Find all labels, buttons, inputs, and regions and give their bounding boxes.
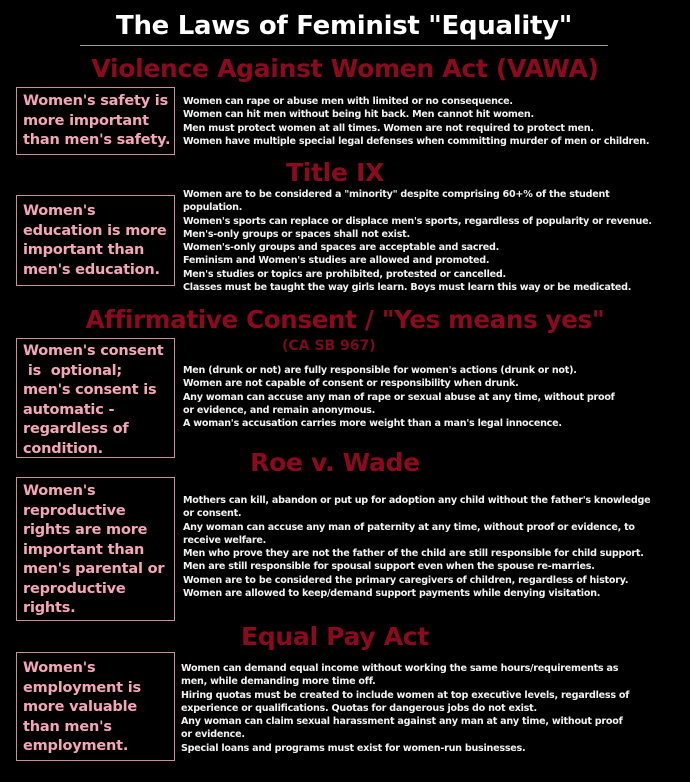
- list-item: Any woman can claim sexual harassment against any man at any time, without proof: [181, 716, 623, 728]
- list-item: Men's studies or topics are prohibited, protested or cancelled.: [183, 268, 506, 280]
- title-underline: [80, 45, 608, 46]
- section-subheading-ca-sb-967: (CA SB 967): [282, 338, 376, 354]
- claim-line: than men's: [23, 718, 112, 735]
- law-list-equal-pay-act: [181, 662, 629, 755]
- claim-line: more important: [23, 112, 149, 129]
- claim-line: condition.: [23, 440, 103, 457]
- list-item: Any woman can accuse any man of rape or sexual abuse at any time, without proof: [183, 391, 615, 403]
- list-item: Men (drunk or not) are fully responsible for women's actions (drunk or not).: [183, 365, 577, 376]
- list-item: Men must protect women at all times. Women are not required to protect men.: [183, 122, 594, 134]
- claim-box-title-ix: [16, 195, 175, 286]
- list-item: Special loans and programs must exist for women-run businesses.: [181, 742, 526, 754]
- claim-line: rights are more: [23, 522, 148, 538]
- law-list-title-ix: [183, 188, 652, 294]
- list-item: Women are to be considered a "minority" despite comprising 60+% of the student: [183, 189, 610, 200]
- page-title: The Laws of Feminist "Equality": [116, 11, 572, 41]
- claim-line: Women's safety is: [23, 93, 169, 109]
- list-item: men, while demanding more time off.: [181, 676, 376, 688]
- claim-line: Women's: [23, 483, 96, 499]
- claim-line: reproductive: [23, 502, 126, 519]
- list-item: Women are not capable of consent or responsibility when drunk.: [183, 378, 519, 390]
- list-item: Classes must be taught the way girls learn. Boys must learn this way or be medicated.: [183, 282, 632, 294]
- list-item: or evidence, and remain anonymous.: [183, 404, 376, 416]
- section-heading-equal-pay-act: Equal Pay Act: [241, 622, 429, 651]
- claim-box-equal-pay-act: [16, 652, 175, 761]
- list-item: or consent.: [183, 508, 242, 520]
- list-item: receive welfare.: [183, 534, 267, 546]
- claim-line: reproductive: [23, 580, 126, 597]
- claim-box-affirmative-consent: [16, 338, 175, 458]
- list-item: Hiring quotas must be created to include women at top executive levels, regardless of: [181, 689, 630, 701]
- list-item: Women can demand equal income without working the same hours/requirements as: [181, 663, 619, 674]
- list-item: Women can hit men without being hit back. Men cannot hit women.: [183, 109, 534, 121]
- claim-line: employment.: [23, 738, 129, 754]
- list-item: A woman's accusation carries more weight than a man's legal innocence.: [183, 418, 562, 430]
- claim-line: Women's consent: [23, 343, 164, 359]
- claim-line: important than: [23, 242, 145, 258]
- claim-line: men's consent is: [23, 382, 157, 398]
- claim-line: automatic -: [23, 401, 115, 418]
- list-item: Women have multiple special legal defenses when committing murder of men or children.: [183, 135, 650, 147]
- claim-line: important than: [23, 541, 145, 558]
- list-item: Men who prove they are not the father of the child are still responsible for child support.: [183, 548, 644, 560]
- claim-box-roe-v-wade: [16, 477, 175, 621]
- claim-line: men's education.: [23, 261, 160, 278]
- list-item: Men's-only groups or spaces shall not exist.: [183, 228, 410, 240]
- claim-line: more valuable: [23, 699, 138, 715]
- claim-line: than men's safety.: [23, 132, 171, 148]
- section-heading-affirmative-consent: Affirmative Consent / "Yes means yes": [85, 305, 605, 334]
- list-item: Women are allowed to keep/demand support payments while denying visitation.: [183, 588, 601, 600]
- list-item: experience or qualifications. Quotas for dangerous jobs do not exist.: [181, 702, 537, 714]
- claim-line: men's parental or: [23, 561, 165, 577]
- law-list-affirmative-consent: [183, 364, 615, 430]
- claim-line: rights.: [23, 600, 76, 616]
- list-item: population.: [183, 202, 243, 214]
- claim-line: employment is: [23, 679, 141, 696]
- section-heading-roe-v-wade: Roe v. Wade: [250, 448, 420, 477]
- law-list-vawa: [183, 95, 649, 148]
- claim-line: Women's: [23, 660, 96, 676]
- list-item: Women's sports can replace or displace men's sports, regardless of popularity or revenue.: [183, 215, 652, 227]
- list-item: Any woman can accuse any man of paternity at any time, without proof or evidence, to: [183, 521, 635, 533]
- claim-line: Women's: [23, 203, 96, 219]
- claim-line: is optional;: [23, 362, 123, 379]
- claim-line: education is more: [23, 222, 167, 239]
- law-list-roe-v-wade: [183, 494, 650, 600]
- list-item: Feminism and Women's studies are allowed and promoted.: [183, 255, 490, 267]
- section-heading-vawa: Violence Against Women Act (VAWA): [91, 54, 599, 83]
- list-item: Women are to be considered the primary caregivers of children, regardless of history.: [183, 574, 629, 586]
- section-heading-title-ix: Title IX: [286, 158, 384, 187]
- list-item: or evidence.: [181, 729, 245, 741]
- list-item: Women's-only groups and spaces are acceptable and sacred.: [183, 242, 500, 254]
- list-item: Mothers can kill, abandon or put up for adoption any child without the father's knowledge: [183, 495, 651, 506]
- claim-line: regardless of: [23, 421, 129, 437]
- list-item: Women can rape or abuse men with limited or no consequence.: [183, 96, 513, 107]
- list-item: Men are still responsible for spousal support even when the spouse re-marries.: [183, 561, 595, 573]
- claim-box-vawa: [16, 87, 175, 155]
